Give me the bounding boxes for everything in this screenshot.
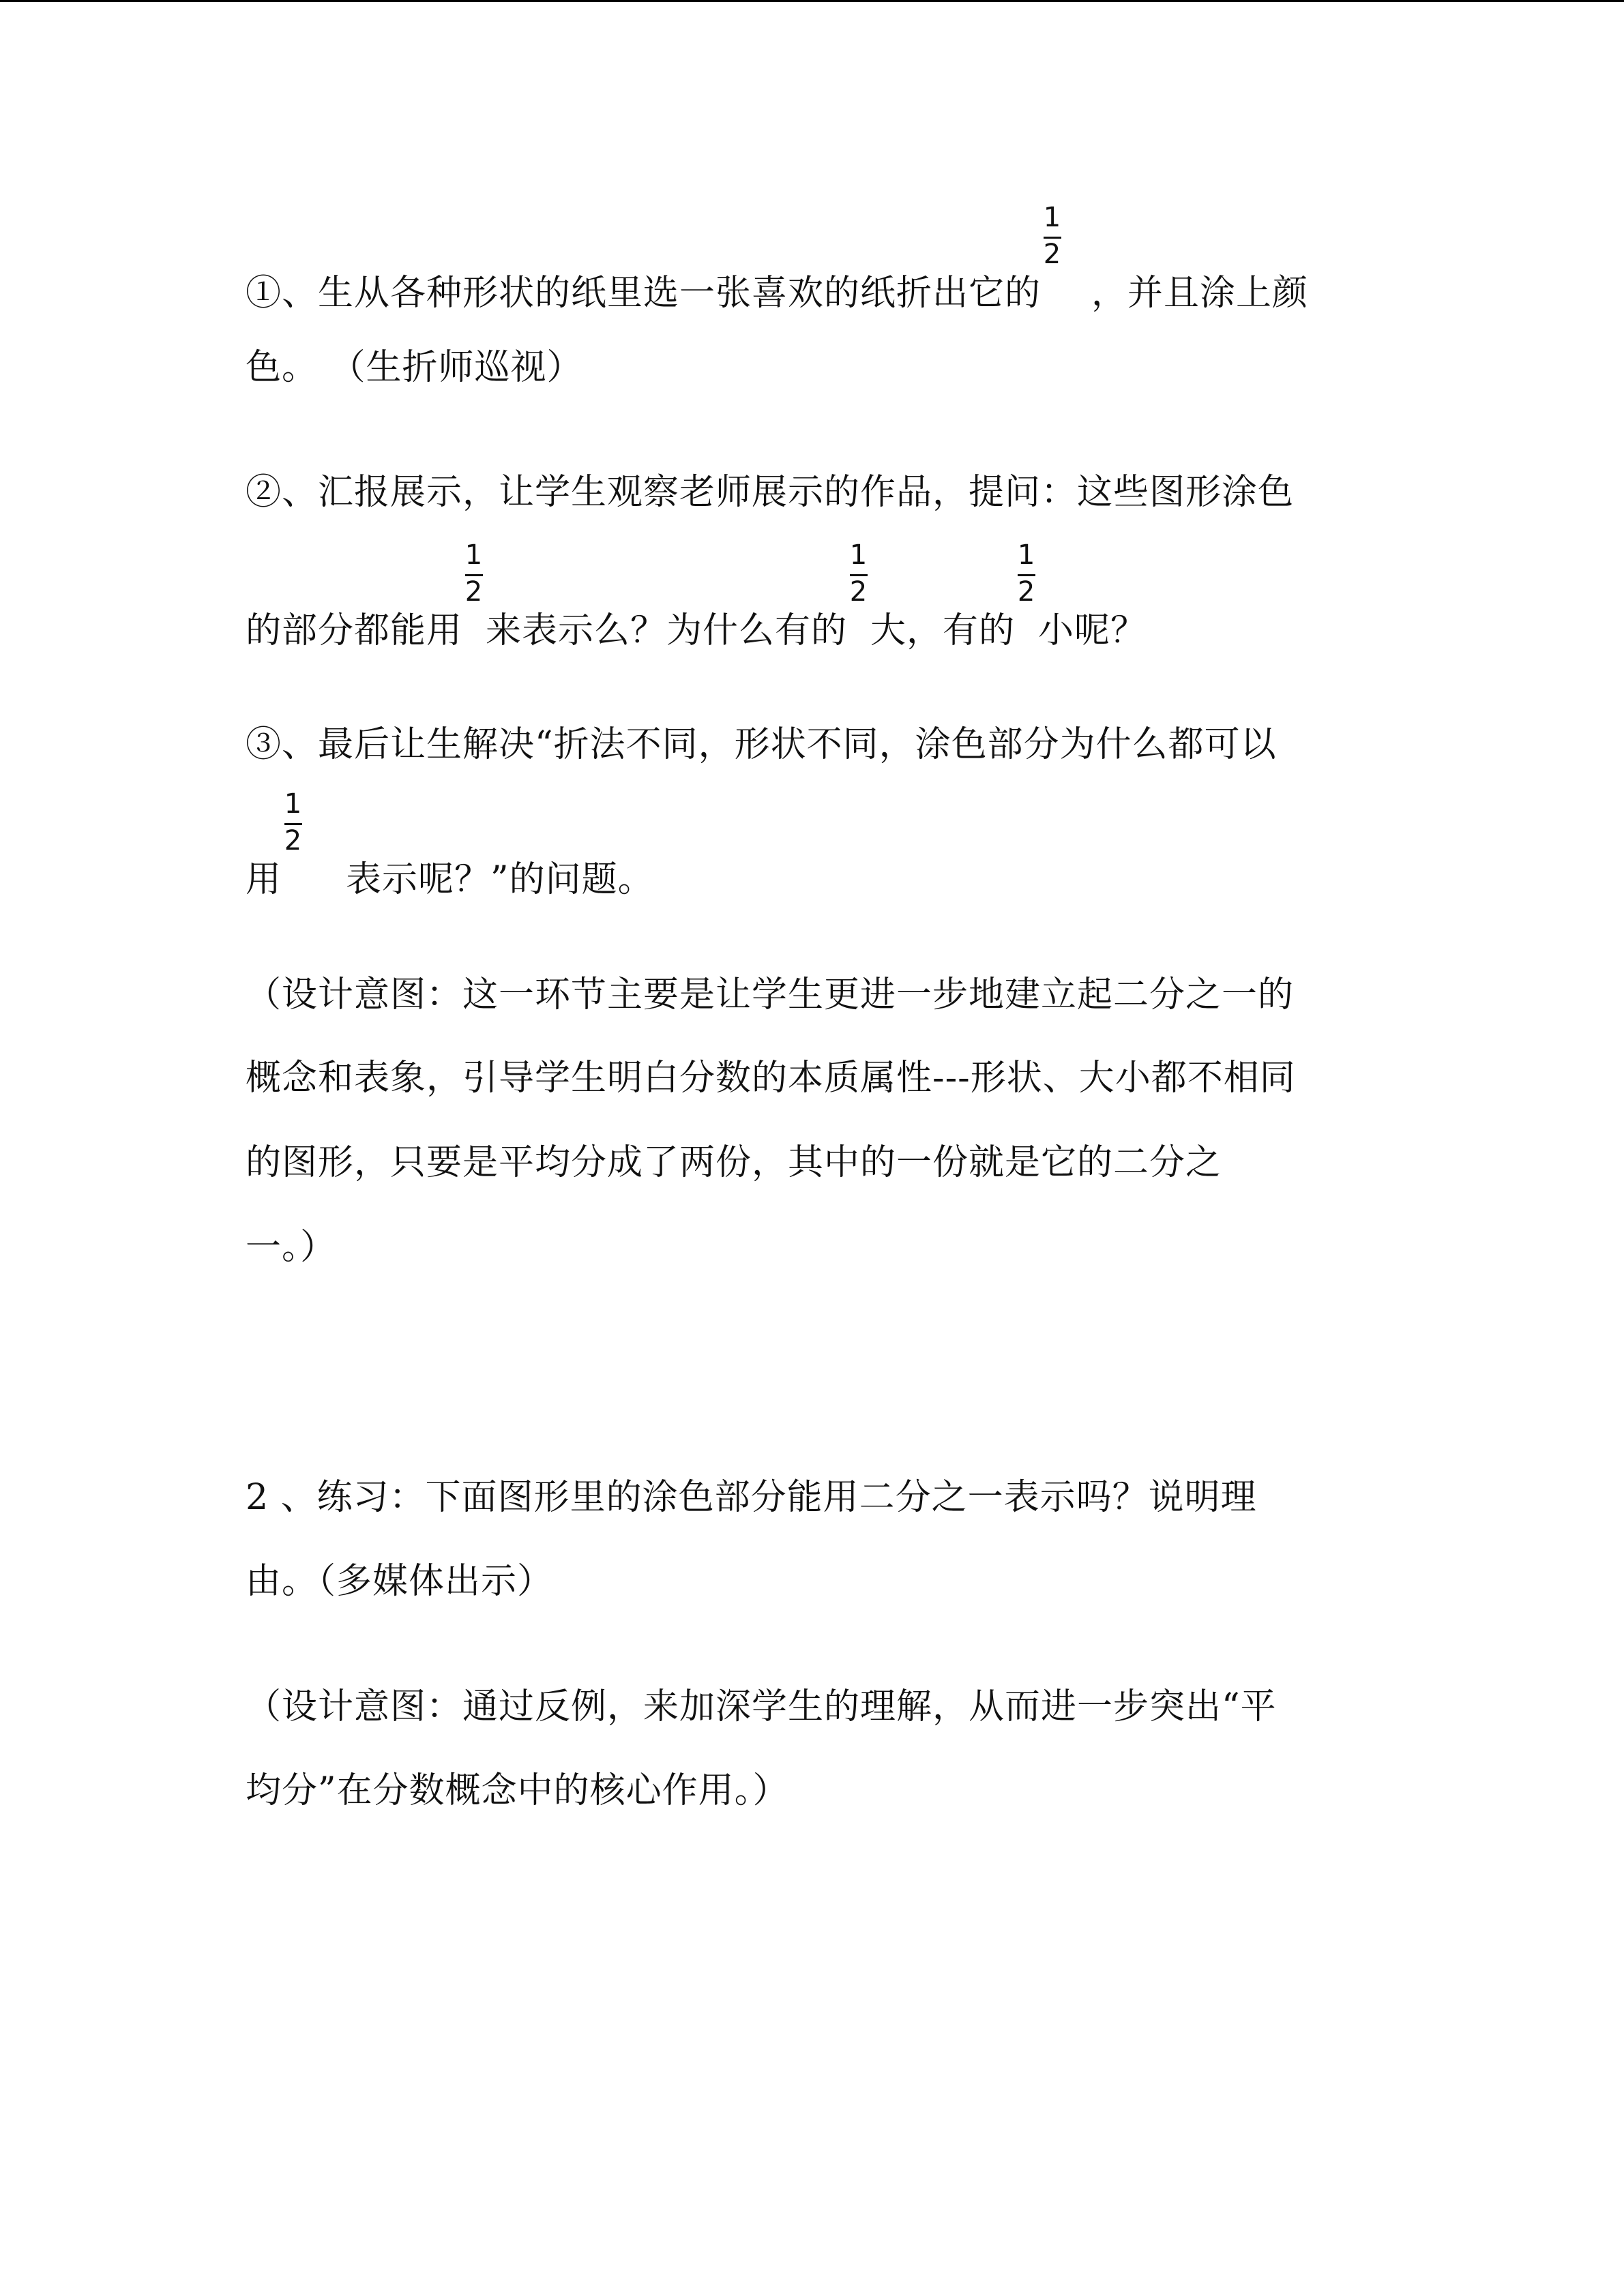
p1-line1 [246,202,1309,314]
p2-text-c: 大，有的 [870,610,1016,651]
p2-line2 [246,539,1147,651]
p1-text-before-fraction: ①、生从各种形状的纸里选一张喜欢的纸折出它的 [246,273,1042,314]
p3-text-b: 表示呢？”的问题。 [346,859,654,900]
fraction-one-half [1015,539,1038,642]
p1-line2: 色。 （生折师巡视） [246,347,583,388]
p4-line2: 概念和表象，引导学生明白分数的本质属性---形状、大小都不相同 [246,1058,1296,1099]
p1-text-after-fraction: ，并且涂上颜 [1091,273,1309,314]
fraction-denominator: 2 [849,576,868,608]
p5-line1: 2 、练习：下面图形里的涂色部分能用二分之一表示吗？说明理 [246,1477,1257,1518]
p5-line2: 由。（多媒体出示） [246,1561,554,1602]
fraction-numerator: 1 [1017,539,1036,571]
fraction-denominator: 2 [464,576,484,608]
p2-text-d: 小呢？ [1038,610,1147,651]
p2-text-a: 的部分都能用 [246,610,463,651]
p6-line2: 均分”在分数概念中的核心作用。） [246,1770,789,1811]
fraction-numerator: 1 [284,788,303,820]
fraction-denominator: 2 [284,825,303,856]
fraction-numerator: 1 [1043,202,1062,233]
fraction-one-half [847,539,870,642]
p4-line3: 的图形，只要是平均分成了两份，其中的一份就是它的二分之 [246,1142,1222,1183]
p6-line1: （设计意图：通过反例，来加深学生的理解，从而进一步突出“平 [246,1686,1277,1727]
fraction-numerator: 1 [849,539,868,571]
fraction-one-half [462,539,486,642]
p2-line1: ②、汇报展示，让学生观察老师展示的作品，提问：这些图形涂色 [246,472,1295,513]
p4-line1: （设计意图：这一环节主要是让学生更进一步地建立起二分之一的 [246,974,1295,1015]
fraction-denominator: 2 [1017,576,1036,608]
p3-line2 [246,788,654,900]
p2-text-b: 来表示么？为什么有的 [486,610,848,651]
fraction-denominator: 2 [1043,239,1062,270]
fraction-numerator: 1 [464,539,484,571]
p3-line1: ③、最后让生解决“折法不同，形状不同，涂色部分为什么都可以 [246,724,1277,765]
fraction-one-half [282,788,305,891]
p3-text-a: 用 [246,859,282,900]
fraction-one-half [1041,202,1064,305]
p4-line4: 一。） [246,1227,337,1268]
